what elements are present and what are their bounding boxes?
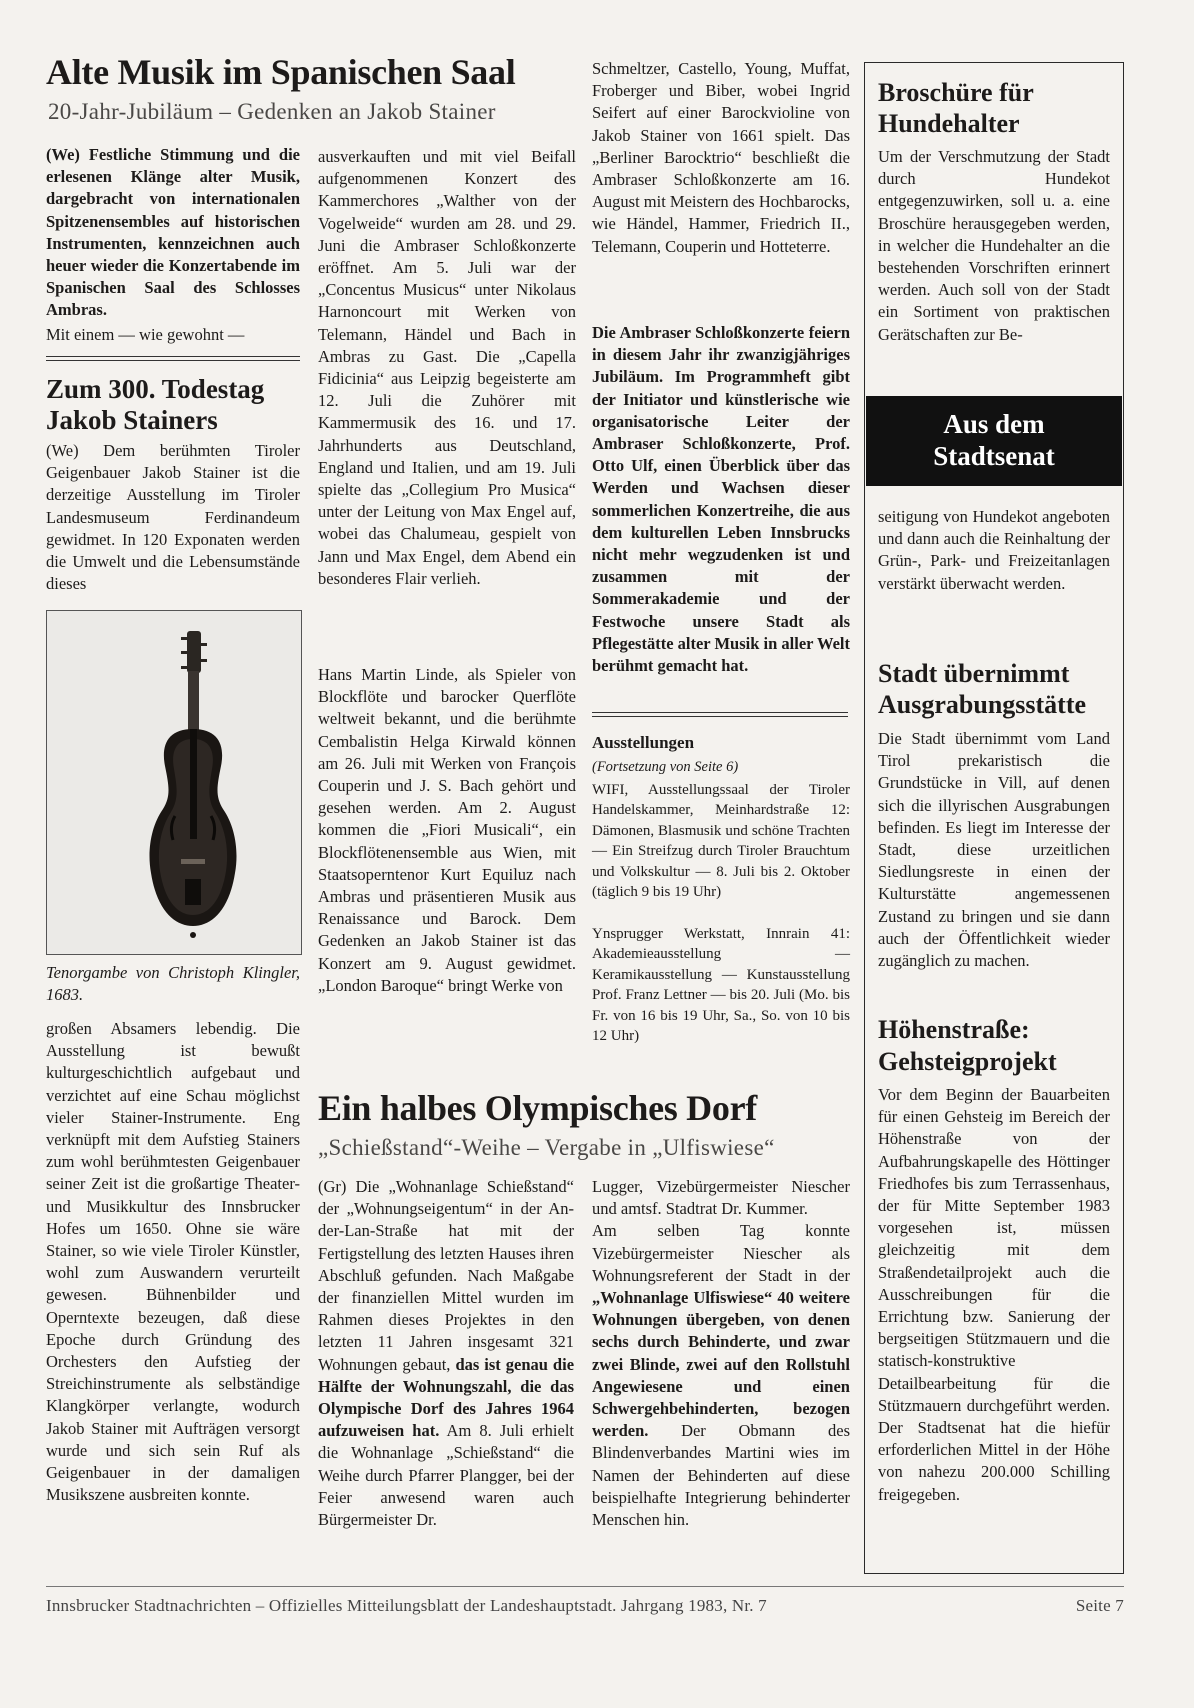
column-rule xyxy=(592,712,848,717)
olympic-village-col2 xyxy=(592,1176,850,1531)
olympic-village-col2-bold: „Wohnanlage Ulfiswiese“ 40 weitere Wohnungen übergeben, von denen sechs durch Behinderte, und zwar zwei Blinde, zwei auf den Rollstuhl Angewiesene und einen Schwergehbehinderten, bezogen werden. xyxy=(592,1288,850,1441)
olympic-village-subtitle: „Schießstand“-Weihe – Vergabe in „Ulfiswiese“ xyxy=(318,1135,775,1160)
excavation-title-line2: Ausgrabungsstätte xyxy=(878,690,1087,719)
stadtsenat-banner-line2: Stadtsenat xyxy=(933,441,1055,471)
article-body-col3-bold: Die Ambraser Schloßkonzerte feiern in diesem Jahr ihr zwanzigjähriges Jubiläum. Im Programmheft gibt der Initiator und künstlerische wie organisatorische Leiter der Ambraser Schloßkonzerte, Prof. Otto Ulf, einen Überblick über das Werden und Wachsen dieser sommerlichen Konzertreihe, die aus dem kulturellen Leben Innsbrucks nicht mehr wegzudenken ist und zusammen mit der Sommerakademie und der Festwoche unsere Stadt als Pflegestätte alter Musik in aller Welt berühmt gemacht hat. xyxy=(592,323,850,676)
olympic-village-title: Ein halbes Olympisches Dorf xyxy=(318,1088,757,1128)
stadtsenat-banner xyxy=(866,396,1122,486)
olympic-village-col2-b: Am selben Tag konnte Vizebürgermeister Niescher als Wohnungsreferent der Stadt in der xyxy=(592,1221,850,1285)
exhibition-entry-wifi: WIFI, Ausstellungssaal der Tiroler Handelskammer, Meinhardstraße 12: Dämonen, Blasmusik und schöne Trachten — Ein Streifzug durch Tiroler Brauchtum und Volkskultur — 8. Juli bis 2. Oktober (täglich 9 bis 19 Uhr) xyxy=(592,782,850,901)
olympic-village-col1-bold: das ist genau die Hälfte der Wohnungszahl, die das Olympische Dorf des Jahres 1964 aufzuweisen hat. xyxy=(318,1354,575,1441)
olympic-village-col1-a: (Gr) Die „Wohnanlage Schießstand“ der „Wohnungseigentum“ in der An-der-Lan-Straße hat mit der Fertigstellung des letzten Hauses ihren Abschluß gefunden. Nach Maßgabe der finanziellen Mittel wurden im Rahmen dieses Projektes in den letzten 11 Jahren insgesamt 321 Wohnungen gebaut, xyxy=(318,1177,574,1374)
photo-caption: Tenorgambe von Christoph Klingler, 1683. xyxy=(46,963,300,1005)
article-subtitle: 20-Jahr-Jubiläum – Gedenken an Jakob Stainer xyxy=(48,99,496,124)
brochure-body: Um der Verschmutzung der Stadt durch Hundekot entgegenzuwirken, soll u. a. eine Broschüre herausgegeben werden, in welcher die Hundehalter an die bestehenden Vorschriften erinnert werden. Auch soll von der Stadt ein Sortiment von praktischen Gerätschaften zur Be- xyxy=(878,147,1110,344)
article-lead-tail: Mit einem — wie gewohnt — xyxy=(46,325,245,344)
article-body-col2: ausverkauften und mit viel Beifall aufgenommenen Konzert des Kammerchores „Walther von der Vogelweide“ wurden am 28. und 29. Juni die Ambraser Schloßkonzerte eröffnet. Am 5. Juli war der „Concentus Musicus“ unter Nikolaus Harnoncourt mit Werken von Telemann, Händel und Bach in Ambras zu Gast. Die „Capella Fidicinia“ aus Leipzig begeisterte am 12. Juli die Zuhörer mit Kammermusik des 16. und 17. Jahrhunderts aus Deutschland, England und Italien, und am 19. Juli spielte das „Collegium Pro Musica“ unter der Leitung von Max Engel auf, wobei das Chalumeau, gespielt von Jann und Max Engel, dem Abend ein besonderes Flair verlieh. xyxy=(318,147,576,588)
olympic-village-col2-a: Lugger, Vizebürgermeister Niescher und amtsf. Stadtrat Dr. Kummer. xyxy=(592,1177,850,1219)
brochure-title-line2: Hundehalter xyxy=(878,109,1020,138)
exhibitions-note: (Fortsetzung von Seite 6) xyxy=(592,759,739,775)
olympic-village-col2-c: Der Obmann des Blindenverbandes Martini wies im Namen der Behinderten auf diese beispielhafte Integrierung behinderter Menschen hin. xyxy=(592,1421,850,1530)
road-title-line2: Gehsteigprojekt xyxy=(878,1047,1057,1076)
excavation-title-line1: Stadt übernimmt xyxy=(878,659,1070,688)
stainer-title-line1: Zum 300. Todestag xyxy=(46,374,265,404)
footer-rule xyxy=(46,1586,1124,1587)
exhibitions-title: Ausstellungen xyxy=(592,733,695,752)
article-lead: (We) Festliche Stimmung und die erlesenen Klänge alter Musik, dargebracht von internationalen Spitzenensembles auf historischen Instrumenten, kennzeichnen auch heuer wieder die Konzertabende im Spanischen Saal des Schlosses Ambras. xyxy=(46,145,300,320)
article-body-col3: Schmeltzer, Castello, Young, Muffat, Froberger und Biber, wobei Ingrid Seifert auf einer Barockvioline von Jakob Stainer von 1661 spielt. Das „Berliner Barocktrio“ beschließt die Ambraser Schloßkonzerte am 16. August mit Meistern des Hochbarocks, wie Händel, Hammer, Friedrich II., Telemann, Couperin und Hotteterre. xyxy=(592,59,850,256)
excavation-body: Die Stadt übernimmt vom Land Tirol prekaristisch die Grundstücke in Vill, auf denen sich die illyrischen Ausgrabungen befinden. Es liegt im Interesse der Stadt, diese urzeitlichen Siedlungsreste in einen der Kulturstätte angemessenen Zustand zu bringen und sie dann auch der Öffentlichkeit wieder zugänglich zu machen. xyxy=(878,729,1110,971)
brochure-title-line1: Broschüre für xyxy=(878,78,1034,107)
exhibition-entry-werkstatt: Ynsprugger Werkstatt, Innrain 41: Akademieausstellung — Keramikausstellung — Kunstausstellung Prof. Franz Lettner — bis 20. Juli (Mo. bis Fr. von 16 bis 19 Uhr, Sa., So. von 10 bis 12 Uhr) xyxy=(592,926,850,1045)
article-title: Alte Musik im Spanischen Saal xyxy=(46,52,516,92)
olympic-village-col1 xyxy=(318,1176,574,1531)
footer-page-number: Seite 7 xyxy=(1075,1596,1124,1615)
viola-da-gamba-photo xyxy=(46,610,302,955)
viola-da-gamba-image xyxy=(47,611,300,953)
brochure-body-continued: seitigung von Hundekot angeboten und dann auch die Reinhaltung der Grün-, Park- und Freizeitanlagen verstärkt überwacht werden. xyxy=(878,507,1110,593)
column-rule xyxy=(46,356,300,361)
stainer-title-line2: Jakob Stainers xyxy=(46,405,218,435)
stainer-body-continued: großen Absamers lebendig. Die Ausstellung ist bewußt kulturgeschichtlich aufgebaut und verzichtet auf eine Schau möglichst vieler Stainer-Instrumente. Eng verknüpft mit dem Aufstieg Stainers zum wohl berühmtesten Geigenbauer seiner Zeit ist die großartige Theater- und Musikkultur des Innsbrucker Hofes um 1650. Ohne sie wäre Stainer, so wie viele Tiroler Künstler, wohl zum Auswandern verurteilt gewesen. Bühnenbilder und Operntexte bezeugen, daß diese Epoche durch Gründung des Orchesters den Aufstieg der Streichinstrumente als selbständige Klangkörper verlangte, wodurch Jakob Stainer mit Aufträgen versorgt wurde und sich sein Ruf als Geigenbauer in der damaligen Musikszene ausbreiten konnte. xyxy=(46,1019,300,1505)
stainer-body: (We) Dem berühmten Tiroler Geigenbauer Jakob Stainer ist die derzeitige Ausstellung im Tiroler Landesmuseum Ferdinandeum gewidmet. In 120 Exponaten werden die Umwelt und die Lebensumstände dieses xyxy=(46,441,300,594)
article-body-col2b: Hans Martin Linde, als Spieler von Blockflöte und barocker Querflöte weltweit bekannt, und die berühmte Cembalistin Helga Kirwald können am 26. Juli mit Werken von François Couperin und J. S. Bach gehört und gesehen werden. Am 2. August kommen die „Fiori Musicali“, ein Blockflötenensemble aus Wien, mit Staatsoperntenor Kurt Equiluz nach Ambras und präsentieren Musik aus Renaissance und Barock. Dem Gedenken an Jakob Stainer ist das Konzert am 9. August gewidmet. „London Baroque“ bringt Werke von xyxy=(318,665,576,995)
olympic-village-col1-b: Am 8. Juli erhielt die Wohnanlage „Schießstand“ die Weihe durch Pfarrer Plangger, bei der Feier anwesend waren auch Bürgermeister Dr. xyxy=(318,1421,575,1530)
stadtsenat-banner-line1: Aus dem xyxy=(943,409,1045,439)
road-title-line1: Höhenstraße: xyxy=(878,1015,1030,1044)
footer-publication: Innsbrucker Stadtnachrichten – Offizielles Mitteilungsblatt der Landeshauptstadt. Jahrgang 1983, Nr. 7 xyxy=(46,1596,767,1615)
road-body: Vor dem Beginn der Bauarbeiten für einen Gehsteig im Bereich der Höhenstraße von der Aufbahrungskapelle des Höttinger Friedhofes bis zum Terrassenhaus, der für Mitte September 1983 vorgesehen ist, müssen gleichzeitig mit dem Straßendetailprojekt auch die Ausschreibungen für die Errichtung bzw. Sanierung der bergseitigen Stützmauern und die statisch-konstruktive Detailbearbeitung für die Stützmauern durchgeführt werden. Der Stadtsenat hat die hiefür erforderlichen Mittel in der Höhe von nahezu 200.000 Schilling freigegeben. xyxy=(878,1085,1110,1504)
